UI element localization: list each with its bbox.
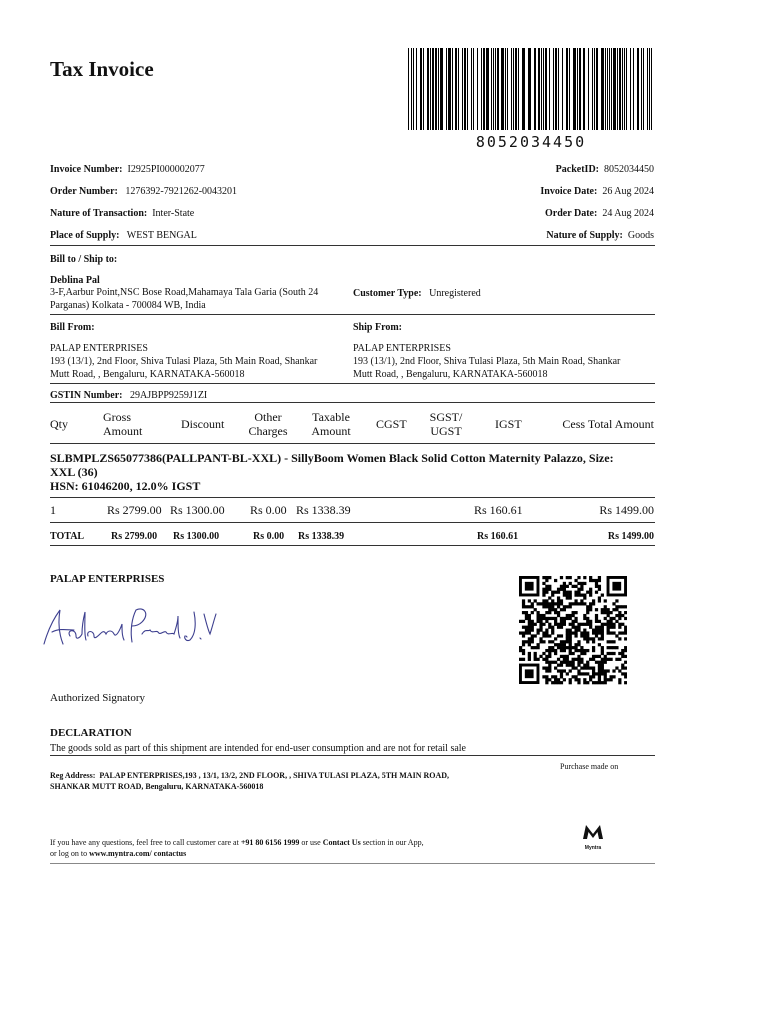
col-discount: Discount [181,417,225,431]
divider [50,755,655,756]
customer-name: Deblina Pal [50,275,100,286]
qr-code [519,576,627,686]
divider [50,443,655,444]
total-label: TOTAL [50,531,85,542]
row-gross: Rs 2799.00 [107,503,162,517]
reg-address: Reg Address: PALAP ENTERPRISES,193 , 13/1, 13/2, 2ND FLOOR, , SHIVA TULASI PLAZA, 5TH MAIN ROAD, SHANKAR MUTT ROAD, Bengaluru, KARNATAKA-560018 [50,771,450,791]
invoice-date: Invoice Date: 26 Aug 2024 [540,186,654,197]
row-total: Rs 1499.00 [599,503,654,517]
purchase-made-on: Purchase made on [560,762,619,771]
declaration-title: DECLARATION [50,727,132,739]
col-qty: Qty [50,417,68,431]
myntra-logo-icon [582,824,604,840]
row-igst: Rs 160.61 [474,503,523,517]
barcode-number: 8052034450 [475,133,587,151]
item-description: SLBMPLZS65077386(PALLPANT-BL-XXL) - SillyBoom Women Black Solid Cotton Maternity Palazzo, Size: XXL (36) HSN: 61046200, 12.0% IGST [50,451,614,493]
row-taxable: Rs 1338.39 [296,503,351,517]
total-discount: Rs 1300.00 [173,531,220,542]
customer-care-note: If you have any questions, feel free to call customer care at +91 80 6156 1999 or use Contact Us section in our App, or log on to www.myntra.com/ contactus [50,838,424,858]
total-igst: Rs 160.61 [477,531,519,542]
authorized-signatory: Authorized Signatory [50,692,146,704]
barcode [406,48,656,151]
divider [50,497,655,498]
customer-address: 3-F,Aarbur Point,NSC Bose Road,Mahamaya Tala Garia (South 24 Parganas) Kolkata - 700084 WB, India [50,287,319,311]
signature [30,600,220,660]
divider [50,402,655,403]
divider [50,863,655,864]
bill-from-label: Bill From: [50,322,95,333]
page-title: Tax Invoice [50,57,154,81]
seller-name: PALAP ENTERPRISES [50,573,165,585]
row-discount: Rs 1300.00 [170,503,225,517]
contact-us-link[interactable]: Contact Us [322,838,361,847]
divider [50,383,655,384]
place-of-supply: Place of Supply: WEST BENGAL [50,230,197,241]
barcode-icon [406,48,656,130]
customer-type: Customer Type: Unregistered [353,288,481,299]
ship-from-address: PALAP ENTERPRISES 193 (13/1), 2nd Floor, Shiva Tulasi Plaza, 5th Main Road, Shankar Mutt Road, , Bengaluru, KARNATAKA-560018 [353,343,621,380]
col-taxable-amount: Taxable Amount [311,410,351,438]
col-other-charges: Other Charges [248,410,288,438]
myntra-logo [579,824,607,850]
col-cgst: CGST [376,417,407,431]
divider [50,314,655,315]
divider [50,245,655,246]
packet-id: PacketID: 8052034450 [555,164,654,175]
bill-to-label: Bill to / Ship to: [50,254,118,265]
col-igst: IGST [495,417,522,431]
col-cess-total-amount: Cess Total Amount [562,417,654,431]
order-date: Order Date: 24 Aug 2024 [545,208,654,219]
qr-code-icon [519,576,627,686]
row-qty: 1 [50,503,56,517]
signature-icon [30,600,220,660]
divider [50,522,655,523]
myntra-contact-link[interactable]: www.myntra.com/ contactus [89,849,187,858]
declaration-text: The goods sold as part of this shipment are intended for end-user consumption and are not for retail sale [50,743,466,754]
nature-of-supply: Nature of Supply: Goods [546,230,654,241]
gstin-number: GSTIN Number: 29AJBPP9259J1ZI [50,390,208,401]
total-other: Rs 0.00 [253,531,285,542]
customer-care-phone[interactable]: +91 80 6156 1999 [240,838,300,847]
invoice-number: Invoice Number: I2925PI000002077 [50,164,205,175]
row-other: Rs 0.00 [250,503,287,517]
order-number: Order Number: 1276392-7921262-0043201 [50,186,238,197]
bill-from-address: PALAP ENTERPRISES 193 (13/1), 2nd Floor, Shiva Tulasi Plaza, 5th Main Road, Shankar Mutt Road, , Bengaluru, KARNATAKA-560018 [50,343,318,380]
divider [50,545,655,546]
col-sgst-ugst: SGST/ UGST [429,410,463,438]
total-amount: Rs 1499.00 [607,531,654,542]
ship-from-label: Ship From: [353,322,402,333]
myntra-brand-name: Myntra [584,845,602,851]
nature-of-transaction: Nature of Transaction: Inter-State [50,208,195,219]
total-taxable: Rs 1338.39 [298,531,345,542]
total-gross: Rs 2799.00 [111,531,158,542]
col-gross-amount: Gross Amount [103,410,143,438]
